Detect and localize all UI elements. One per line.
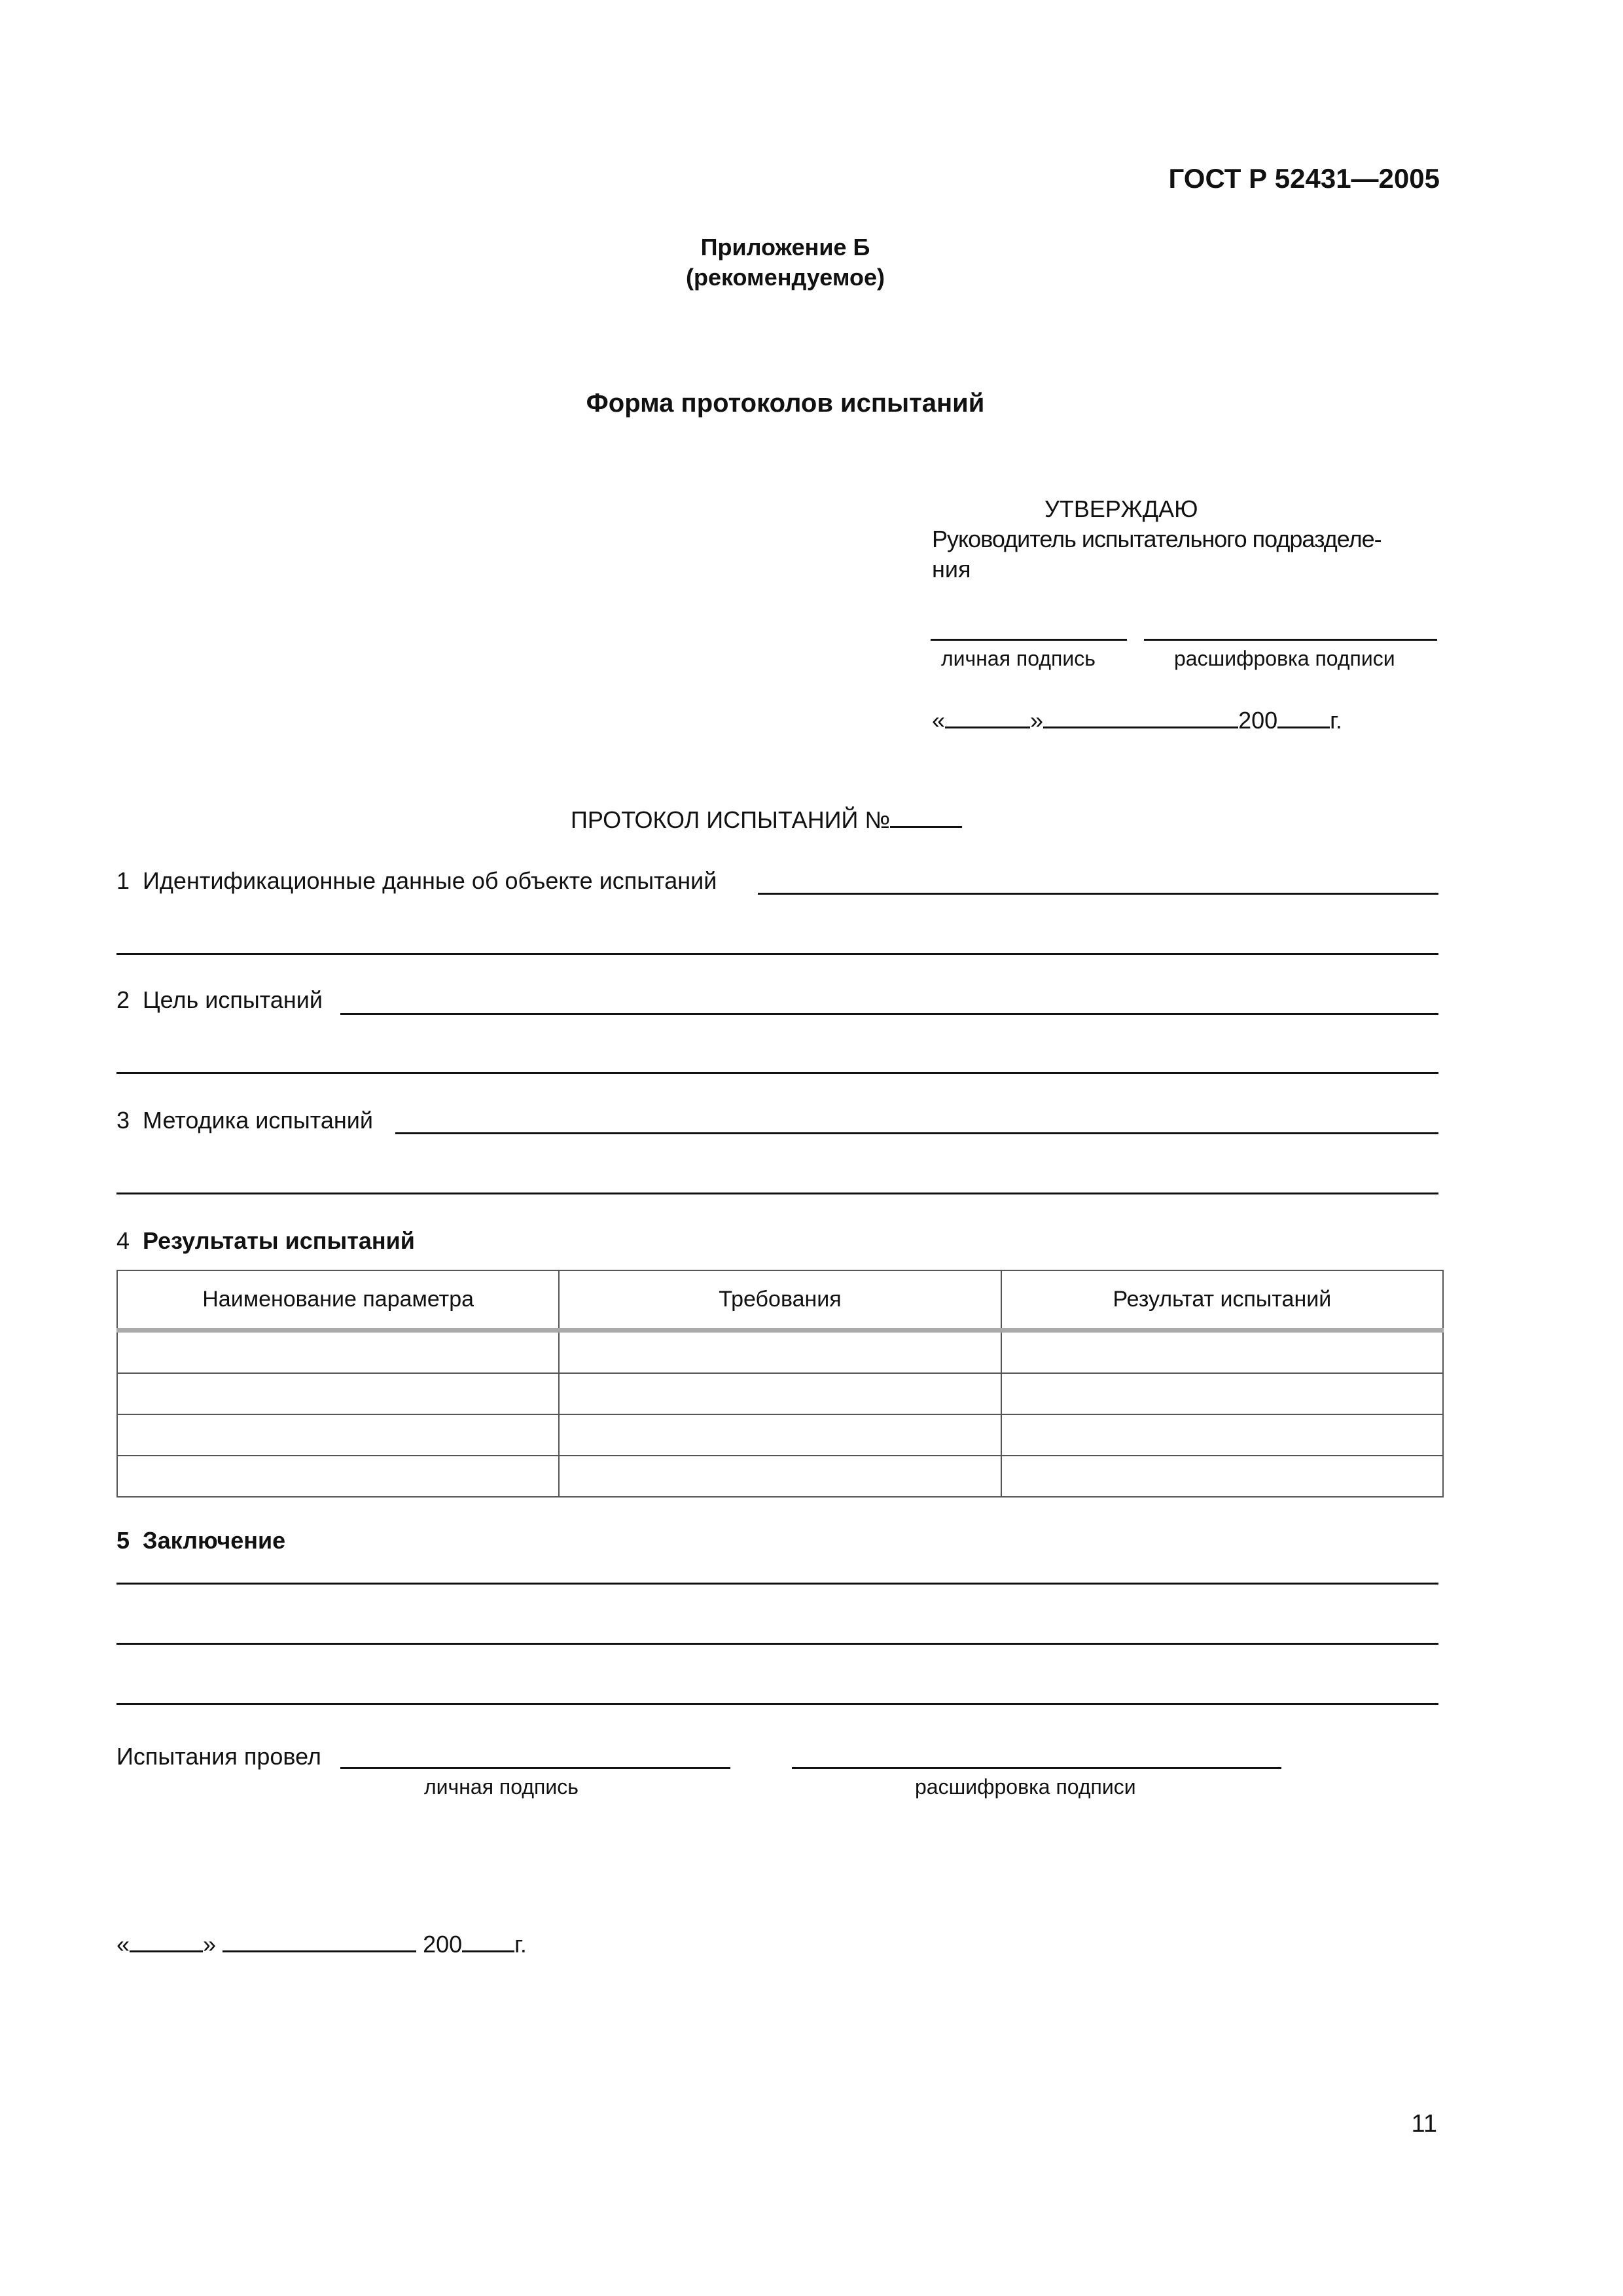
- item-1-field-line-2[interactable]: [116, 953, 1438, 955]
- bottom-date-close-quote: »: [203, 1931, 217, 1958]
- table-row: [117, 1414, 1443, 1456]
- table-cell-result[interactable]: [1001, 1456, 1443, 1497]
- results-number: 4: [116, 1227, 130, 1254]
- table-cell-parameter[interactable]: [117, 1456, 559, 1497]
- approval-date-month-field[interactable]: [1043, 707, 1238, 728]
- conclusion-number: 5: [116, 1527, 130, 1554]
- table-cell-parameter[interactable]: [117, 1331, 559, 1374]
- table-cell-result[interactable]: [1001, 1373, 1443, 1414]
- item-3-field-line-2[interactable]: [116, 1193, 1438, 1194]
- tester-signature-label: личная подпись: [424, 1775, 579, 1799]
- table-cell-result[interactable]: [1001, 1331, 1443, 1374]
- table-cell-parameter[interactable]: [117, 1373, 559, 1414]
- item-2: [116, 988, 323, 1012]
- bottom-date-open-quote: «: [116, 1931, 130, 1958]
- bottom-date-day-field[interactable]: [130, 1931, 203, 1952]
- approval-date: [932, 707, 1342, 732]
- conclusion-line-1[interactable]: [116, 1583, 1438, 1585]
- approve-word: УТВЕРЖДАЮ: [1044, 495, 1198, 522]
- conclusion-heading: [116, 1529, 285, 1552]
- standard-code: ГОСТ Р 52431—2005: [1168, 163, 1440, 194]
- bottom-date: [116, 1931, 527, 1956]
- column-header-test-result: Результат испытаний: [1001, 1270, 1443, 1331]
- item-2-field-line-1[interactable]: [340, 1013, 1438, 1015]
- approver-signature-line[interactable]: [931, 639, 1127, 641]
- appendix-title: Приложение Б: [700, 234, 870, 260]
- tester-signature-line[interactable]: [340, 1767, 730, 1769]
- table-cell-requirements[interactable]: [559, 1414, 1001, 1456]
- item-3-field-line-1[interactable]: [395, 1132, 1438, 1134]
- protocol-title-text: ПРОТОКОЛ ИСПЫТАНИЙ №: [571, 806, 891, 833]
- table-row: [117, 1373, 1443, 1414]
- item-1-label: Идентификационные данные об объекте испытаний: [143, 867, 717, 894]
- results-heading: [116, 1229, 415, 1253]
- appendix-type: (рекомендуемое): [686, 264, 885, 291]
- protocol-title: [571, 806, 962, 832]
- item-1-number: 1: [116, 867, 130, 894]
- tester-decoding-label: расшифровка подписи: [915, 1775, 1136, 1799]
- conclusion-title: Заключение: [143, 1527, 286, 1554]
- item-1-field-line-1[interactable]: [758, 893, 1438, 895]
- approver-position-line1: Руководитель испытательного подразделе-: [932, 526, 1382, 552]
- approval-date-close-quote: »: [1030, 707, 1044, 734]
- bottom-date-year-field[interactable]: [462, 1931, 514, 1952]
- results-table: [116, 1270, 1444, 1498]
- item-2-label: Цель испытаний: [143, 986, 323, 1013]
- page-number: 11: [1411, 2110, 1437, 2138]
- item-3-label: Методика испытаний: [143, 1107, 373, 1134]
- results-table-header-row: [117, 1270, 1443, 1331]
- form-title: Форма протоколов испытаний: [586, 389, 985, 418]
- table-cell-requirements[interactable]: [559, 1373, 1001, 1414]
- table-cell-requirements[interactable]: [559, 1456, 1001, 1497]
- item-1: [116, 869, 717, 893]
- bottom-date-year-suffix: г.: [514, 1931, 527, 1958]
- tester-decoding-line[interactable]: [792, 1767, 1281, 1769]
- bottom-date-year-prefix: 200: [423, 1931, 463, 1958]
- item-3: [116, 1109, 373, 1132]
- approver-position-line2: ния: [932, 556, 971, 583]
- conclusion-line-3[interactable]: [116, 1703, 1438, 1705]
- approval-date-year-prefix: 200: [1238, 707, 1278, 734]
- conclusion-line-2[interactable]: [116, 1643, 1438, 1645]
- table-cell-requirements[interactable]: [559, 1331, 1001, 1374]
- table-row: [117, 1331, 1443, 1374]
- column-header-parameter: Наименование параметра: [117, 1270, 559, 1331]
- results-title: Результаты испытаний: [143, 1227, 415, 1254]
- table-cell-parameter[interactable]: [117, 1414, 559, 1456]
- table-row: [117, 1456, 1443, 1497]
- item-3-number: 3: [116, 1107, 130, 1134]
- item-2-number: 2: [116, 986, 130, 1013]
- approver-signature-label: личная подпись: [941, 647, 1096, 670]
- approval-date-year-field[interactable]: [1277, 707, 1330, 728]
- approval-date-year-suffix: г.: [1330, 707, 1342, 734]
- approver-decoding-label: расшифровка подписи: [1174, 647, 1395, 670]
- column-header-requirements: Требования: [559, 1270, 1001, 1331]
- approver-decoding-line[interactable]: [1144, 639, 1437, 641]
- tested-by-label: Испытания провел: [116, 1743, 321, 1770]
- table-cell-result[interactable]: [1001, 1414, 1443, 1456]
- approval-date-open-quote: «: [932, 707, 946, 734]
- bottom-date-month-field[interactable]: [223, 1931, 416, 1952]
- item-2-field-line-2[interactable]: [116, 1072, 1438, 1074]
- approval-date-day-field[interactable]: [945, 707, 1030, 728]
- protocol-number-field[interactable]: [890, 806, 962, 828]
